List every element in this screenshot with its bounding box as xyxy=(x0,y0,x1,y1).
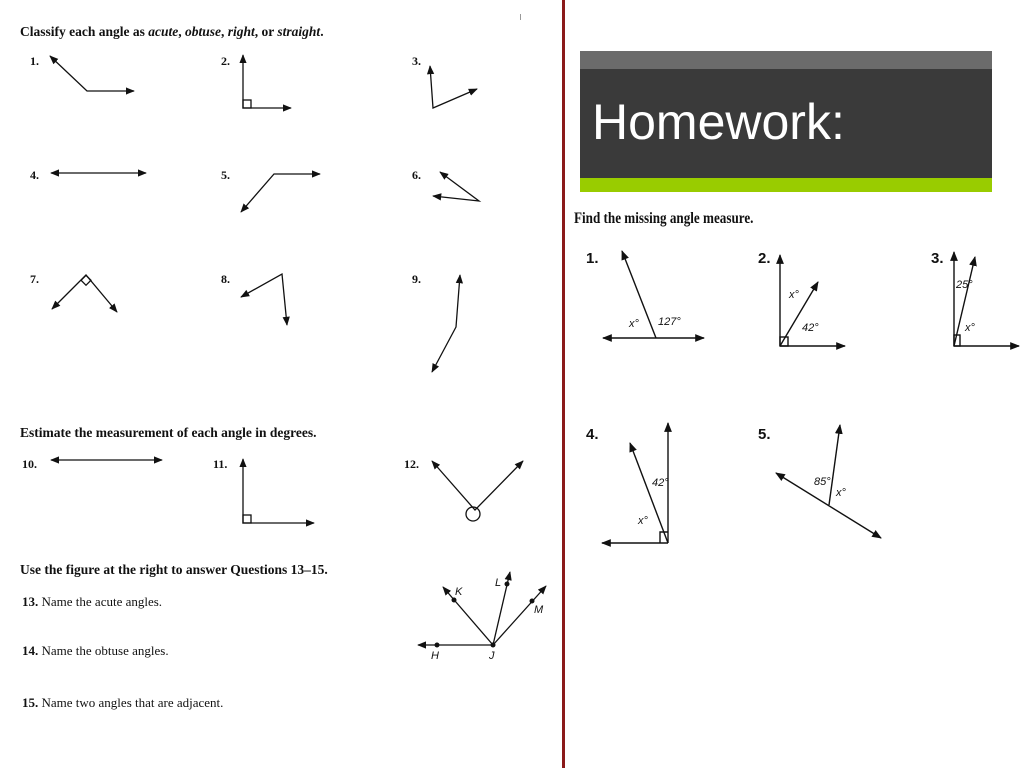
label-m: M xyxy=(534,604,544,616)
homework-number-1: 1. xyxy=(586,250,599,267)
hw1-angle-label: 127° xyxy=(658,316,681,328)
hw5-x-label: x° xyxy=(836,487,846,499)
homework-number-2: 2. xyxy=(758,250,771,267)
hw5-angle-label: 85° xyxy=(814,476,831,488)
item-number-10: 10. xyxy=(22,457,37,471)
question-14: 14. Name the obtuse angles. xyxy=(22,643,169,658)
item-number-4: 4. xyxy=(30,168,39,182)
label-k: K xyxy=(455,586,463,598)
item-number-12: 12. xyxy=(404,457,419,471)
hw4-angle-label: 42° xyxy=(652,477,669,489)
hw2-angle-label: 42° xyxy=(802,322,819,334)
hw1-ray xyxy=(622,251,656,338)
estimate-heading: Estimate the measurement of each angle in degrees. xyxy=(20,425,317,440)
item-number-3: 3. xyxy=(412,54,421,68)
item-number-9: 9. xyxy=(412,272,421,286)
label-h: H xyxy=(431,650,439,662)
item-number-1: 1. xyxy=(30,54,39,68)
item-number-6: 6. xyxy=(412,168,421,182)
figure-heading: Use the figure at the right to answer Questions 13–15. xyxy=(20,562,328,577)
homework-number-4: 4. xyxy=(586,426,599,443)
hw1-x-label: x° xyxy=(629,318,639,330)
label-l: L xyxy=(495,577,502,589)
homework-number-5: 5. xyxy=(758,426,771,443)
item-number-7: 7. xyxy=(30,272,39,286)
hw3-angle-label: 25° xyxy=(956,279,973,291)
hw4-ray xyxy=(630,443,668,543)
question-13: 13. Name the acute angles. xyxy=(22,594,163,609)
hw3-x-label: x° xyxy=(965,322,975,334)
hw2-x-label: x° xyxy=(789,289,799,301)
item-number-5: 5. xyxy=(221,168,230,182)
item-number-11: 11. xyxy=(213,457,228,471)
hw4-x-label: x° xyxy=(638,515,648,527)
homework-number-3: 3. xyxy=(931,250,944,267)
classify-heading: Classify each angle as acute, obtuse, right, or straight. xyxy=(20,24,324,39)
label-j: J xyxy=(489,650,495,662)
item-number-8: 8. xyxy=(221,272,230,286)
missing-angle-heading: Find the missing angle measure. xyxy=(574,210,754,227)
item-number-2: 2. xyxy=(221,54,230,68)
slide-title: Homework: xyxy=(592,94,845,150)
question-15: 15. Name two angles that are adjacent. xyxy=(22,695,224,710)
